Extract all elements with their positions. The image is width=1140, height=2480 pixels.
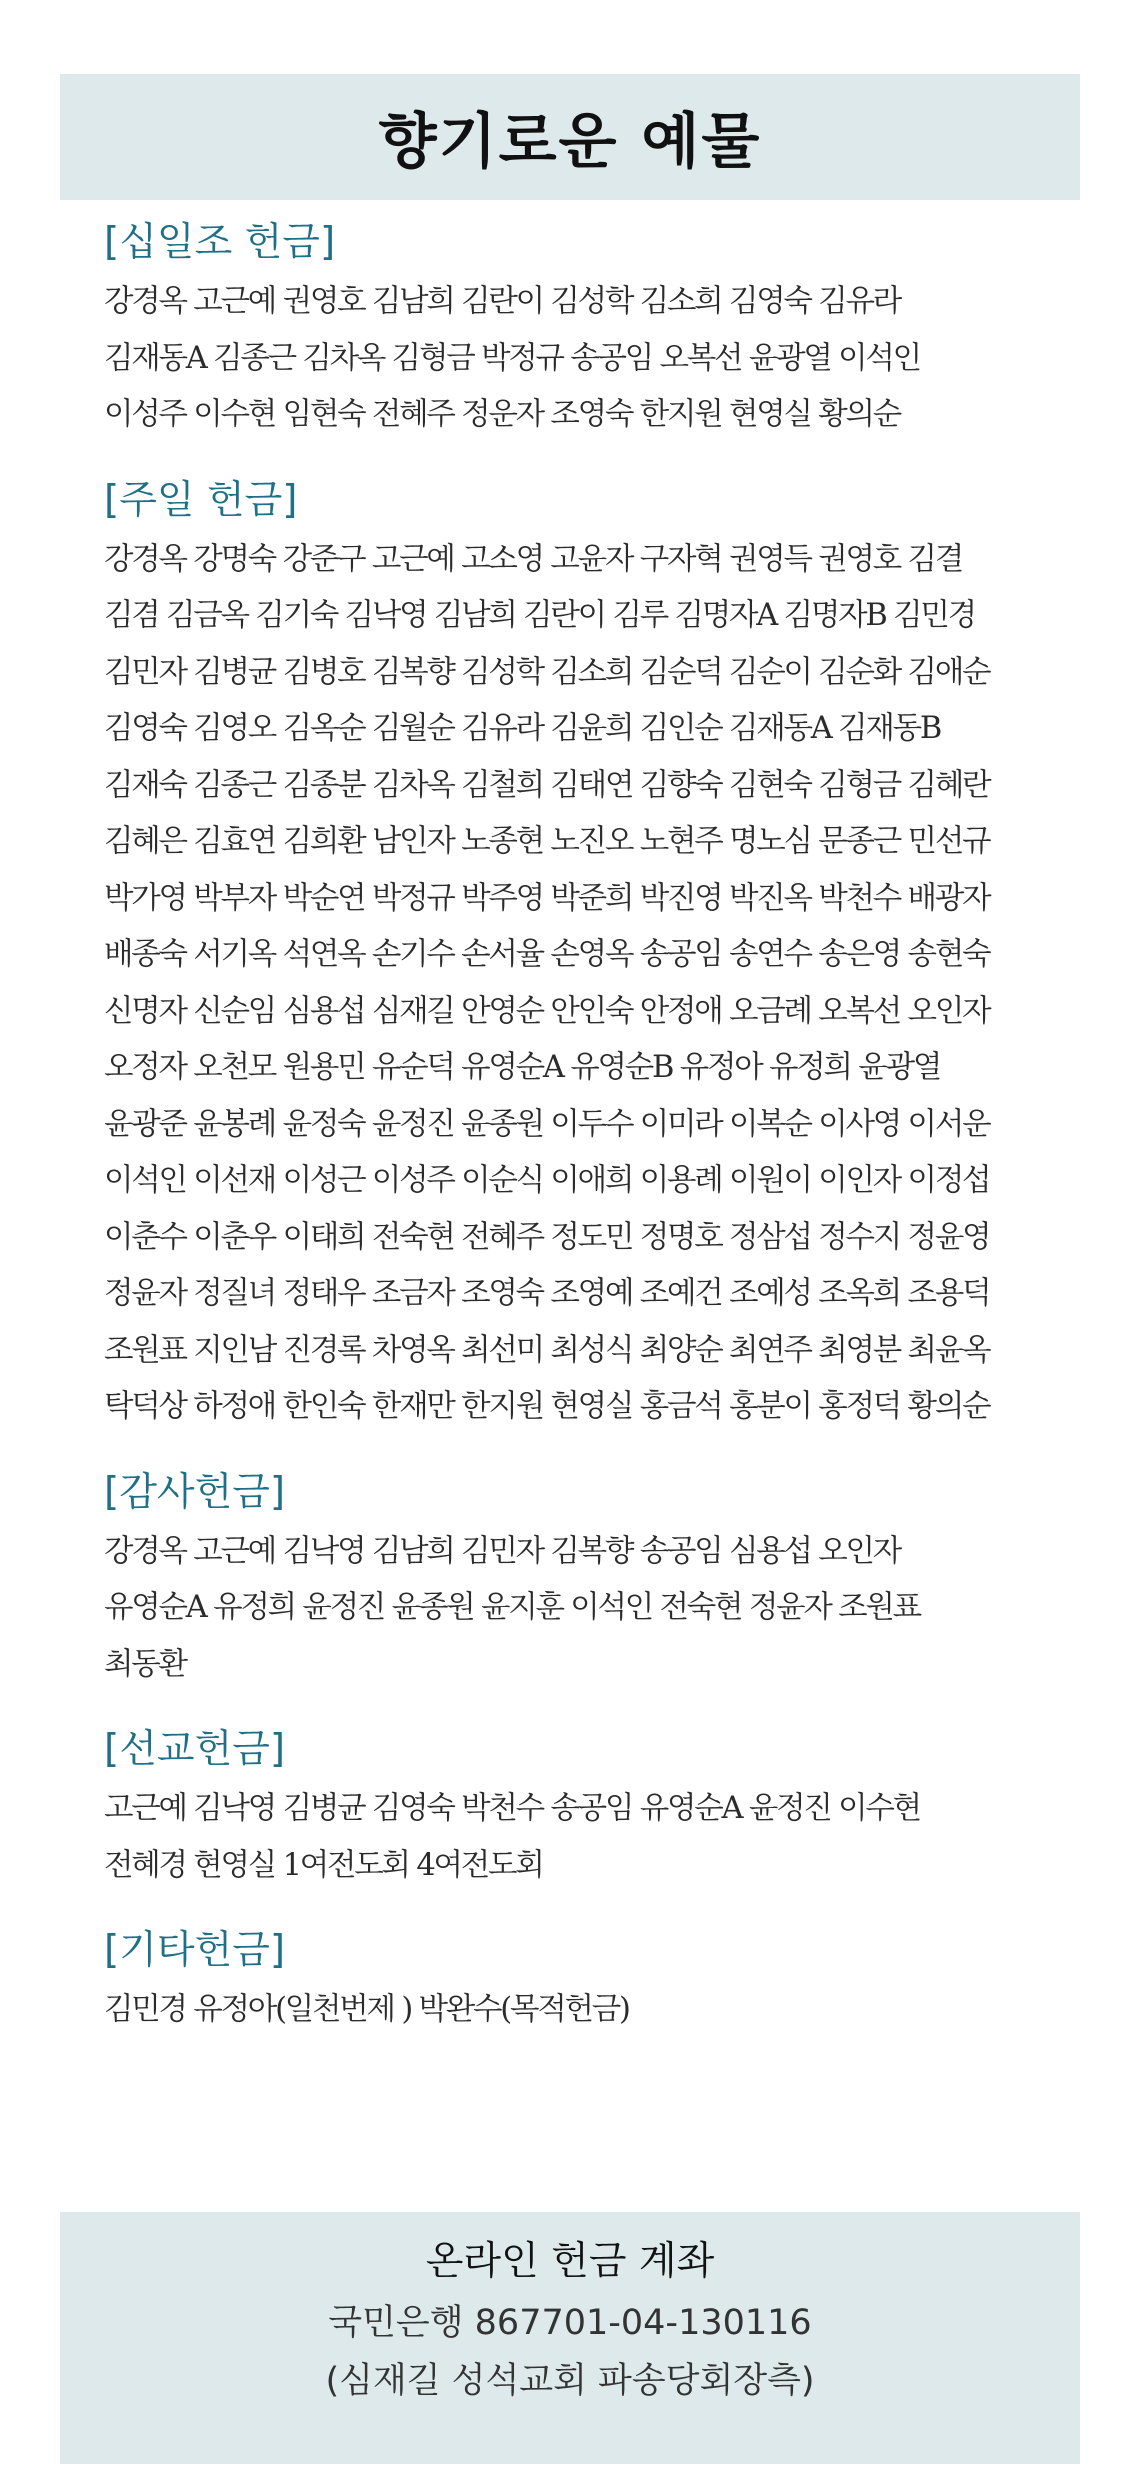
name-line: 전혜경 현영실 1여전도회 4여전도회 xyxy=(104,1847,543,1883)
name-line: 김겸 김금옥 김기숙 김낙영 김남희 김란이 김루 김명자A 김명자B 김민경 xyxy=(104,598,975,633)
name-line: 윤광준 윤봉례 윤정숙 윤정진 윤종원 이두수 이미라 이복순 이사영 이서운 xyxy=(104,1106,990,1142)
name-line: 김영숙 김영오 김옥순 김월순 김유라 김윤희 김인순 김재동A 김재동B xyxy=(104,711,941,746)
name-line: 강경옥 강명숙 강준구 고근예 고소영 고윤자 구자혁 권영득 권영호 김결 xyxy=(104,541,963,577)
section-heading: [감사헌금] xyxy=(104,1469,286,1515)
name-line: 이성주 이수현 임현숙 전혜주 정운자 조영숙 한지원 현영실 황의순 xyxy=(104,397,901,432)
account-number: 국민은행 867701-04-130116 xyxy=(328,2303,812,2343)
account-holder: (심재길 성석교회 파송당회장측) xyxy=(325,2361,815,2401)
name-line: 오정자 오천모 원용민 유순덕 유영순A 유영순B 유정아 유정희 윤광열 xyxy=(104,1050,941,1085)
name-line: 김민경 유정아(일천번제 ) 박완수(목적헌금) xyxy=(104,1992,629,2027)
name-line: 신명자 신순임 심용섭 심재길 안영순 안인숙 안정애 오금례 오복선 오인자 xyxy=(104,993,990,1029)
name-line: 최동환 xyxy=(104,1646,186,1682)
name-line: 김재동A 김종근 김차옥 김형금 박정규 송공임 오복선 윤광열 이석인 xyxy=(104,340,920,376)
name-line: 이춘수 이춘우 이태희 전숙현 전혜주 정도민 정명호 정삼섭 정수지 정윤영 xyxy=(104,1219,990,1255)
offering-list xyxy=(104,212,1050,2065)
online-account-box xyxy=(60,2212,1080,2464)
name-line: 조원표 지인남 진경록 차영옥 최선미 최성식 최양순 최연주 최영분 최윤옥 xyxy=(104,1332,990,1368)
section-heading: [기타헌금] xyxy=(104,1928,286,1973)
name-line: 정윤자 정질녀 정태우 조금자 조영숙 조영예 조예건 조예성 조옥희 조용덕 xyxy=(104,1276,990,1311)
name-line: 탁덕상 하정애 한인숙 한재만 한지원 현영실 홍금석 홍분이 홍정덕 황의순 xyxy=(104,1389,990,1424)
section-heading: [주일 헌금] xyxy=(104,477,298,523)
title-banner xyxy=(60,74,1080,200)
name-line: 배종숙 서기옥 석연옥 손기수 손서율 손영옥 송공임 송연수 송은영 송현숙 xyxy=(104,937,990,972)
section-tithe xyxy=(104,212,1050,444)
name-line: 박가영 박부자 박순연 박정규 박주영 박준희 박진영 박진옥 박천수 배광자 xyxy=(104,880,990,916)
name-list xyxy=(104,274,1050,444)
section-thanks xyxy=(104,1462,1050,1694)
name-list xyxy=(104,1781,1050,1894)
section-other xyxy=(104,1920,1050,2039)
name-line: 김민자 김병균 김병호 김복향 김성학 김소희 김순덕 김순이 김순화 김애순 xyxy=(104,654,990,690)
name-list xyxy=(104,532,1050,1436)
name-list xyxy=(104,1982,1050,2039)
section-heading: [선교헌금] xyxy=(104,1727,286,1772)
name-line: 강경옥 고근예 김낙영 김남희 김민자 김복향 송공임 심용섭 오인자 xyxy=(104,1533,901,1569)
section-heading: [십일조 헌금] xyxy=(104,220,336,265)
page-title: 향기로운 예물 xyxy=(378,107,762,177)
name-line: 유영순A 유정희 윤정진 윤종원 윤지훈 이석인 전숙현 정윤자 조원표 xyxy=(104,1590,920,1625)
name-list xyxy=(104,1524,1050,1694)
name-line: 김재숙 김종근 김종분 김차옥 김철희 김태연 김향숙 김현숙 김형금 김혜란 xyxy=(104,767,990,803)
section-mission xyxy=(104,1719,1050,1894)
name-line: 김혜은 김효연 김희환 남인자 노종현 노진오 노현주 명노심 문종근 민선규 xyxy=(104,824,990,859)
name-line: 강경옥 고근예 권영호 김남희 김란이 김성학 김소희 김영숙 김유라 xyxy=(104,284,901,319)
name-line: 이석인 이선재 이성근 이성주 이순식 이애희 이용례 이원이 이인자 이정섭 xyxy=(104,1163,990,1198)
account-title: 온라인 헌금 계좌 xyxy=(425,2239,715,2284)
section-sunday xyxy=(104,470,1050,1436)
name-line: 고근예 김낙영 김병균 김영숙 박천수 송공임 유영순A 윤정진 이수현 xyxy=(104,1791,920,1826)
